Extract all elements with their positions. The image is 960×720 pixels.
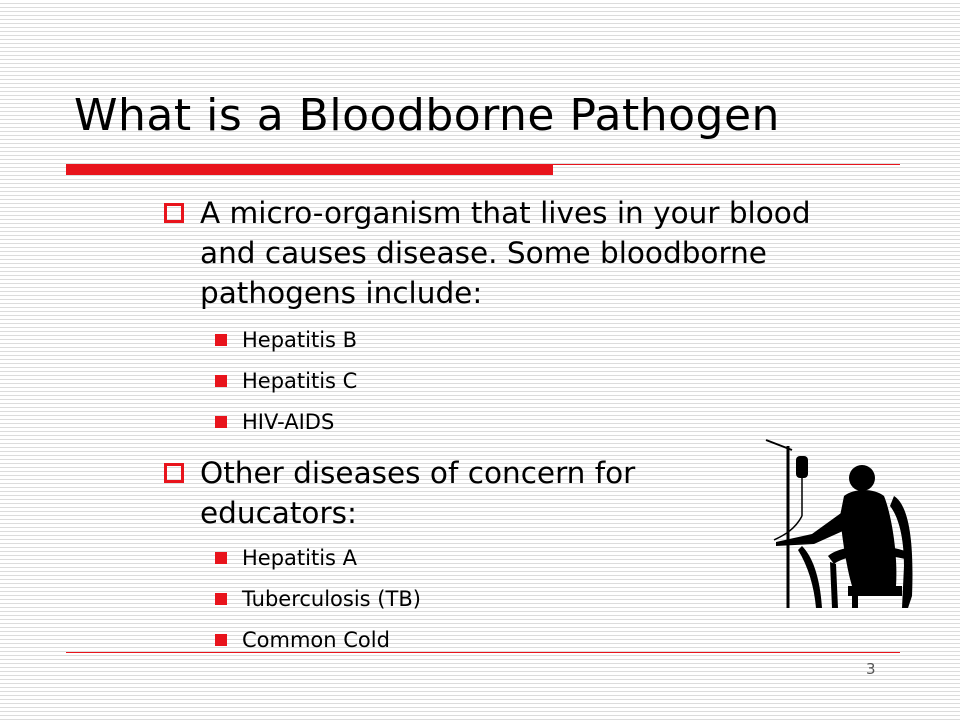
sub-bullet-text: Tuberculosis (TB) [242,587,421,611]
hollow-square-bullet-icon [164,463,184,483]
filled-square-bullet-icon [215,593,227,605]
sub-bullet-text: Hepatitis C [242,369,358,393]
page-number: 3 [866,660,876,678]
sub-bullet-text: Hepatitis A [242,546,358,570]
filled-square-bullet-icon [215,552,227,564]
title-underline-thick [66,164,553,175]
sub-bullet-item [242,327,357,353]
sub-bullet-item [242,627,390,653]
sub-bullet-text: Hepatitis B [242,328,358,352]
sub-bullet-item [242,545,357,571]
hollow-square-bullet-icon [164,203,184,223]
bullet-item [200,193,840,313]
filled-square-bullet-icon [215,334,227,346]
sub-bullet-item [242,409,334,435]
footer-divider [66,652,900,653]
filled-square-bullet-icon [215,416,227,428]
sub-bullet-item [242,586,421,612]
sub-bullet-item [242,368,357,394]
filled-square-bullet-icon [215,375,227,387]
bullet-text: Other diseases of concern for educators: [200,456,636,530]
slide-title: What is a Bloodborne Pathogen [74,90,780,141]
bullet-text: A micro-organism that lives in your blood and causes disease. Some bloodborne pathogens include: [200,196,811,310]
iv-drip-patient-icon [762,436,918,608]
title-underline-thin [553,164,900,165]
bullet-item [200,453,720,533]
sub-bullet-text: HIV-AIDS [242,410,335,434]
filled-square-bullet-icon [215,634,227,646]
sub-bullet-text: Common Cold [242,628,390,652]
